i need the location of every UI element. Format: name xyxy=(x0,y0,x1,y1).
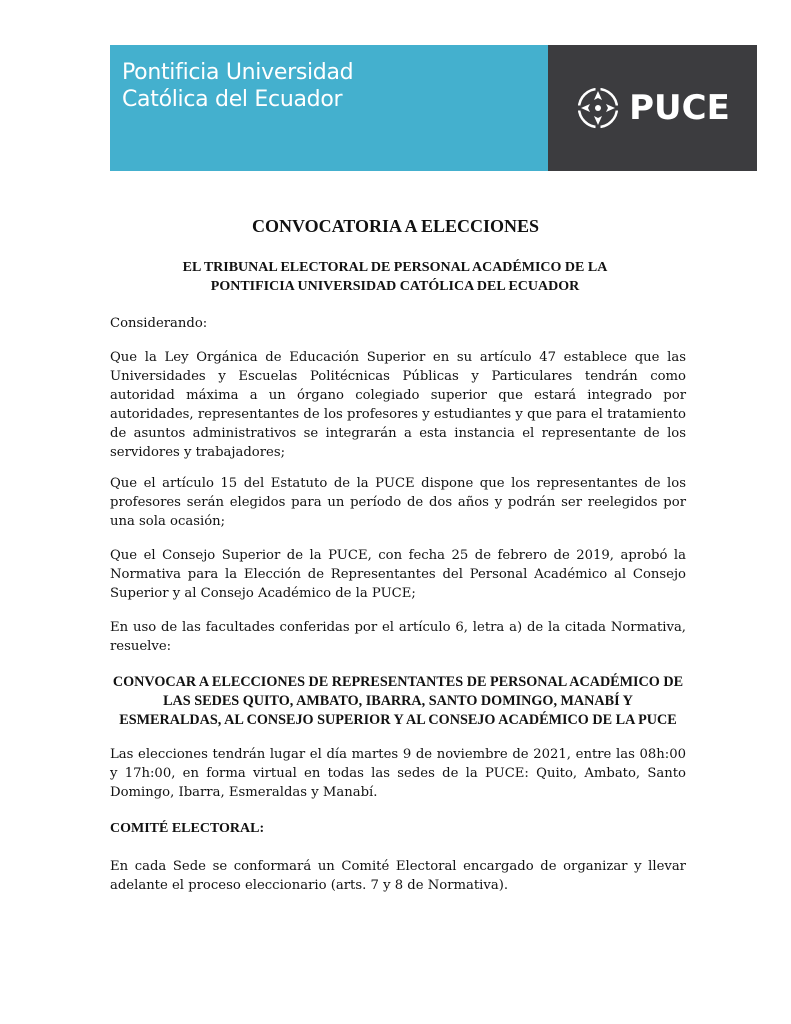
resolution-line1: CONVOCAR A ELECCIONES DE REPRESENTANTES DE PERSONAL ACADÉMICO DE xyxy=(112,674,684,690)
resolution-block xyxy=(110,673,686,730)
paragraph-loes-article-47: Que la Ley Orgánica de Educación Superior en su artículo 47 establece que las Universidades y Escuelas Politécnicas Públicas y Particulares tendrán como autoridad máxima a un órgano colegiado superior que estará integrado por autoridades, representantes de los profesores y estudiantes y que para el tratamiento de asuntos administrativos se integrarán a esta instancia el representante de los servidores y trabajadores; xyxy=(110,350,686,460)
paragraph-estatuto-article-15: Que el artículo 15 del Estatuto de la PUCE dispone que los representantes de los profesores serán elegidos para un período de dos años y podrán ser reelegidos por una sola ocasión; xyxy=(110,476,686,529)
considerando-label: Considerando: xyxy=(110,316,208,331)
puce-cross-logo-icon xyxy=(575,85,621,131)
logo-panel xyxy=(548,45,757,171)
university-name-line2: Católica del Ecuador xyxy=(122,87,343,112)
resolution-line3: ESMERALDAS, AL CONSEJO SUPERIOR Y AL CONSEJO ACADÉMICO DE LA PUCE xyxy=(119,712,677,728)
document-title: CONVOCATORIA A ELECCIONES xyxy=(251,216,540,236)
paragraph-consejo-superior: Que el Consejo Superior de la PUCE, con fecha 25 de febrero de 2019, aprobó la Normativa para la Elección de Representantes del Personal Académico al Consejo Superior y al Consejo Académico de la PUCE; xyxy=(110,548,686,601)
university-name xyxy=(122,59,353,113)
resolution-line2: LAS SEDES QUITO, AMBATO, IBARRA, SANTO DOMINGO, MANABÍ Y xyxy=(163,693,633,709)
university-name-panel xyxy=(110,45,548,171)
subtitle-line1: EL TRIBUNAL ELECTORAL DE PERSONAL ACADÉMICO DE LA xyxy=(182,260,608,275)
header-banner xyxy=(110,45,757,171)
paragraph-facultades: En uso de las facultades conferidas por el artículo 6, letra a) de la citada Normativa, resuelve: xyxy=(110,620,686,654)
paragraph-election-date: Las elecciones tendrán lugar el día martes 9 de noviembre de 2021, entre las 08h:00 y 17h:00, en forma virtual en todas las sedes de la PUCE: Quito, Ambato, Santo Domingo, Ibarra, Esmeraldas y Manabí. xyxy=(110,747,686,800)
subtitle-line2: PONTIFICIA UNIVERSIDAD CATÓLICA DEL ECUADOR xyxy=(210,279,580,294)
puce-logo-text: PUCE xyxy=(629,88,730,128)
paragraph-comite-electoral: En cada Sede se conformará un Comité Electoral encargado de organizar y llevar adelante el proceso eleccionario (arts. 7 y 8 de Normativa). xyxy=(110,859,686,893)
document-subtitle xyxy=(110,258,680,296)
comite-electoral-heading: COMITÉ ELECTORAL: xyxy=(110,821,265,836)
university-name-line1: Pontificia Universidad xyxy=(122,60,354,85)
